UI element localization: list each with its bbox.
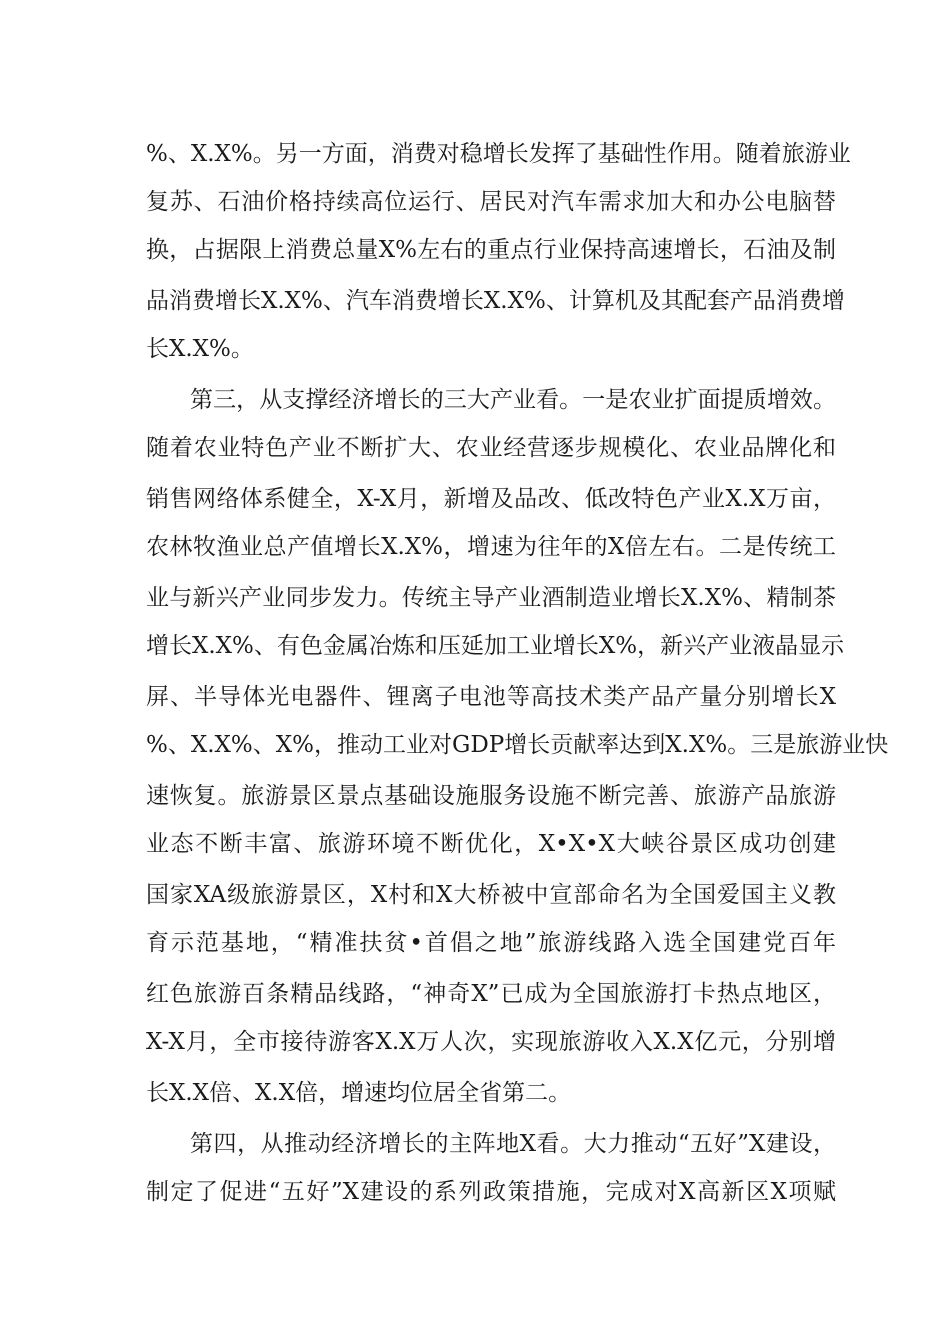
- text-line-20: 长X.X倍、X.X倍，增速均位居全省第二。: [146, 1080, 572, 1106]
- text-line-17: 育示范基地，“精准扶贫•首倡之地”旅游线路入选全国建党百年: [146, 930, 836, 956]
- text-line-21: 第四，从推动经济增长的主阵地X看。大力推动“五好”X建设，: [190, 1131, 836, 1157]
- text-line-10: 业与新兴产业同步发力。传统主导产业酒制造业增长X.X%、精制茶: [146, 585, 836, 611]
- text-line-16: 国家XA级旅游景区，X村和X大桥被中宣部命名为全国爱国主义教: [146, 882, 836, 908]
- text-line-9: 农林牧渔业总产值增长X.X%，增速为往年的X倍左右。二是传统工: [146, 534, 836, 560]
- text-line-12: 屏、半导体光电器件、锂离子电池等高技术类产品产量分别增长X: [146, 684, 836, 710]
- text-line-3: 换，占据限上消费总量X%左右的重点行业保持高速增长，石油及制: [146, 237, 836, 263]
- text-line-6: 第三，从支撑经济增长的三大产业看。一是农业扩面提质增效。: [190, 387, 836, 413]
- text-line-13: %、X.X%、X%，推动工业对GDP增长贡献率达到X.X%。三是旅游业快: [146, 732, 889, 758]
- text-line-22: 制定了促进“五好”X建设的系列政策措施，完成对X高新区X项赋: [146, 1179, 836, 1205]
- text-line-1: %、X.X%。另一方面，消费对稳增长发挥了基础性作用。随着旅游业: [146, 141, 851, 167]
- text-line-15: 业态不断丰富、旅游环境不断优化，X•X•X大峡谷景区成功创建: [146, 831, 836, 857]
- text-line-18: 红色旅游百条精品线路，“神奇X”已成为全国旅游打卡热点地区，: [146, 981, 836, 1007]
- text-line-7: 随着农业特色产业不断扩大、农业经营逐步规模化、农业品牌化和: [146, 435, 836, 461]
- text-line-2: 复苏、石油价格持续高位运行、居民对汽车需求加大和办公电脑替: [146, 189, 836, 215]
- text-line-11: 增长X.X%、有色金属冶炼和压延加工业增长X%，新兴产业液晶显示: [146, 633, 845, 659]
- text-line-14: 速恢复。旅游景区景点基础设施服务设施不断完善、旅游产品旅游: [146, 783, 836, 809]
- text-line-5: 长X.X%。: [146, 336, 254, 362]
- text-line-4: 品消费增长X.X%、汽车消费增长X.X%、计算机及其配套产品消费增: [146, 288, 845, 314]
- text-line-8: 销售网络体系健全，X-X月，新增及品改、低改特色产业X.X万亩，: [146, 486, 836, 512]
- text-line-19: X-X月，全市接待游客X.X万人次，实现旅游收入X.X亿元，分别增: [146, 1029, 836, 1055]
